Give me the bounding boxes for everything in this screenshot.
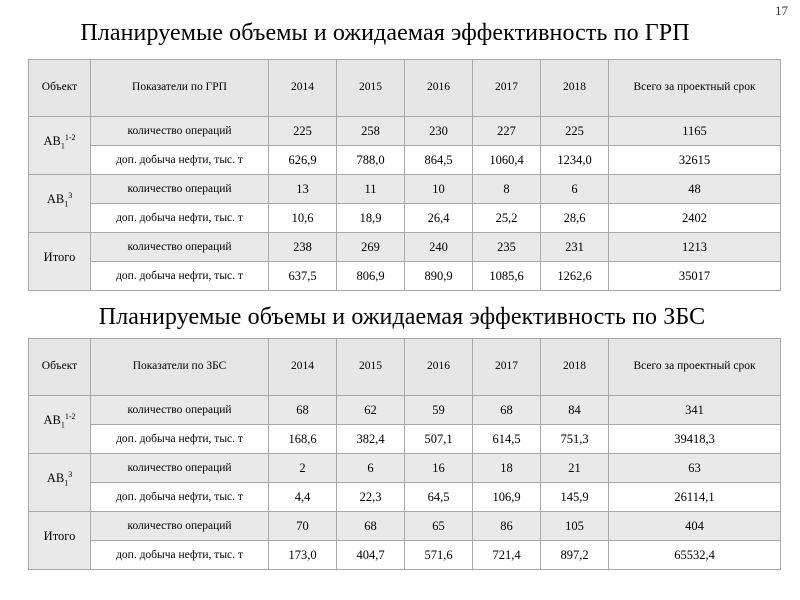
- table-row: [29, 512, 781, 541]
- value-cell: 890,9: [405, 262, 473, 291]
- table-row: [29, 175, 781, 204]
- object-superscript: 1-2: [64, 132, 76, 142]
- value-cell: 240: [405, 233, 473, 262]
- value-cell: 13: [269, 175, 337, 204]
- table-row: [29, 454, 781, 483]
- value-cell: 68: [473, 396, 541, 425]
- value-cell: 230: [405, 117, 473, 146]
- object-label: [44, 250, 76, 264]
- object-cell: [29, 396, 91, 454]
- object-subscript: 1: [60, 141, 65, 151]
- table-row: [29, 396, 781, 425]
- total-cell: 32615: [609, 146, 781, 175]
- value-cell: 6: [337, 454, 405, 483]
- value-cell: 18,9: [337, 204, 405, 233]
- value-cell: 70: [269, 512, 337, 541]
- total-cell: 404: [609, 512, 781, 541]
- value-cell: 382,4: [337, 425, 405, 454]
- object-cell: [29, 175, 91, 233]
- value-cell: 18: [473, 454, 541, 483]
- object-name: АВ: [46, 470, 65, 485]
- value-cell: 105: [541, 512, 609, 541]
- object-superscript: 1-2: [64, 411, 76, 421]
- object-subscript: 1: [64, 199, 69, 209]
- value-cell: 1262,6: [541, 262, 609, 291]
- indicator-cell: доп. добыча нефти, тыс. т: [91, 425, 269, 454]
- table-row: [29, 262, 781, 291]
- table-row: [29, 233, 781, 262]
- value-cell: 227: [473, 117, 541, 146]
- value-cell: 864,5: [405, 146, 473, 175]
- table-row: [29, 541, 781, 570]
- value-cell: 614,5: [473, 425, 541, 454]
- indicator-cell: количество операций: [91, 233, 269, 262]
- value-cell: 258: [337, 117, 405, 146]
- object-subscript: 1: [64, 478, 69, 488]
- object-label: [44, 529, 76, 543]
- header-year: 2014: [269, 60, 337, 117]
- total-cell: 341: [609, 396, 781, 425]
- value-cell: 721,4: [473, 541, 541, 570]
- indicator-cell: доп. добыча нефти, тыс. т: [91, 146, 269, 175]
- value-cell: 173,0: [269, 541, 337, 570]
- indicator-cell: доп. добыча нефти, тыс. т: [91, 483, 269, 512]
- value-cell: 25,2: [473, 204, 541, 233]
- total-cell: 65532,4: [609, 541, 781, 570]
- total-cell: 48: [609, 175, 781, 204]
- total-cell: 35017: [609, 262, 781, 291]
- header-year: 2018: [541, 60, 609, 117]
- object-label: [43, 132, 76, 151]
- header-indicator: Показатели по ГРП: [91, 60, 269, 117]
- value-cell: 235: [473, 233, 541, 262]
- value-cell: 1085,6: [473, 262, 541, 291]
- header-year: 2015: [337, 339, 405, 396]
- value-cell: 225: [269, 117, 337, 146]
- value-cell: 68: [337, 512, 405, 541]
- object-name: Итого: [43, 529, 76, 543]
- object-cell: [29, 454, 91, 512]
- value-cell: 1234,0: [541, 146, 609, 175]
- value-cell: 1060,4: [473, 146, 541, 175]
- value-cell: 788,0: [337, 146, 405, 175]
- object-label: [43, 411, 76, 430]
- table-row: [29, 117, 781, 146]
- value-cell: 4,4: [269, 483, 337, 512]
- value-cell: 231: [541, 233, 609, 262]
- header-object: Объект: [29, 339, 91, 396]
- total-cell: 63: [609, 454, 781, 483]
- header-year: 2017: [473, 60, 541, 117]
- value-cell: 168,6: [269, 425, 337, 454]
- header-year: 2015: [337, 60, 405, 117]
- value-cell: 6: [541, 175, 609, 204]
- section-title-zbs: Планируемые объемы и ожидаемая эффективность по ЗБС: [98, 304, 706, 330]
- header-total: Всего за проектный срок: [609, 339, 781, 396]
- value-cell: 571,6: [405, 541, 473, 570]
- value-cell: 2: [269, 454, 337, 483]
- total-cell: 26114,1: [609, 483, 781, 512]
- value-cell: 8: [473, 175, 541, 204]
- value-cell: 897,2: [541, 541, 609, 570]
- indicator-cell: доп. добыча нефти, тыс. т: [91, 204, 269, 233]
- table-row: [29, 204, 781, 233]
- table-row: [29, 425, 781, 454]
- value-cell: 238: [269, 233, 337, 262]
- value-cell: 84: [541, 396, 609, 425]
- table-row: [29, 146, 781, 175]
- value-cell: 28,6: [541, 204, 609, 233]
- page-number: 17: [775, 3, 788, 18]
- zbs-table: [28, 338, 781, 570]
- header-object: Объект: [29, 60, 91, 117]
- value-cell: 62: [337, 396, 405, 425]
- table-row: [29, 483, 781, 512]
- grp-table: [28, 59, 781, 291]
- total-cell: 1165: [609, 117, 781, 146]
- value-cell: 21: [541, 454, 609, 483]
- header-row: [29, 60, 781, 117]
- value-cell: 637,5: [269, 262, 337, 291]
- indicator-cell: количество операций: [91, 396, 269, 425]
- value-cell: 64,5: [405, 483, 473, 512]
- total-cell: 2402: [609, 204, 781, 233]
- indicator-cell: количество операций: [91, 454, 269, 483]
- header-indicator: Показатели по ЗБС: [91, 339, 269, 396]
- object-superscript: 3: [68, 190, 73, 200]
- value-cell: 10: [405, 175, 473, 204]
- value-cell: 26,4: [405, 204, 473, 233]
- value-cell: 507,1: [405, 425, 473, 454]
- indicator-cell: количество операций: [91, 175, 269, 204]
- header-year: 2016: [405, 339, 473, 396]
- value-cell: 68: [269, 396, 337, 425]
- header-row: [29, 339, 781, 396]
- object-name: АВ: [43, 133, 61, 148]
- value-cell: 751,3: [541, 425, 609, 454]
- value-cell: 10,6: [269, 204, 337, 233]
- header-year: 2014: [269, 339, 337, 396]
- object-cell: [29, 233, 91, 291]
- indicator-cell: количество операций: [91, 117, 269, 146]
- object-label: [46, 190, 73, 209]
- value-cell: 106,9: [473, 483, 541, 512]
- object-name: АВ: [43, 412, 61, 427]
- object-superscript: 3: [68, 469, 73, 479]
- indicator-cell: доп. добыча нефти, тыс. т: [91, 262, 269, 291]
- total-cell: 39418,3: [609, 425, 781, 454]
- value-cell: 22,3: [337, 483, 405, 512]
- value-cell: 269: [337, 233, 405, 262]
- value-cell: 65: [405, 512, 473, 541]
- value-cell: 145,9: [541, 483, 609, 512]
- header-year: 2018: [541, 339, 609, 396]
- total-cell: 1213: [609, 233, 781, 262]
- section-title-grp: Планируемые объемы и ожидаемая эффективность по ГРП: [80, 20, 690, 46]
- indicator-cell: количество операций: [91, 512, 269, 541]
- value-cell: 86: [473, 512, 541, 541]
- object-cell: [29, 117, 91, 175]
- header-total: Всего за проектный срок: [609, 60, 781, 117]
- value-cell: 59: [405, 396, 473, 425]
- object-subscript: 1: [60, 420, 65, 430]
- object-cell: [29, 512, 91, 570]
- header-year: 2017: [473, 339, 541, 396]
- object-label: [46, 469, 73, 488]
- value-cell: 16: [405, 454, 473, 483]
- value-cell: 225: [541, 117, 609, 146]
- header-year: 2016: [405, 60, 473, 117]
- value-cell: 806,9: [337, 262, 405, 291]
- indicator-cell: доп. добыча нефти, тыс. т: [91, 541, 269, 570]
- value-cell: 404,7: [337, 541, 405, 570]
- value-cell: 626,9: [269, 146, 337, 175]
- value-cell: 11: [337, 175, 405, 204]
- object-name: Итого: [43, 250, 76, 264]
- object-name: АВ: [46, 191, 65, 206]
